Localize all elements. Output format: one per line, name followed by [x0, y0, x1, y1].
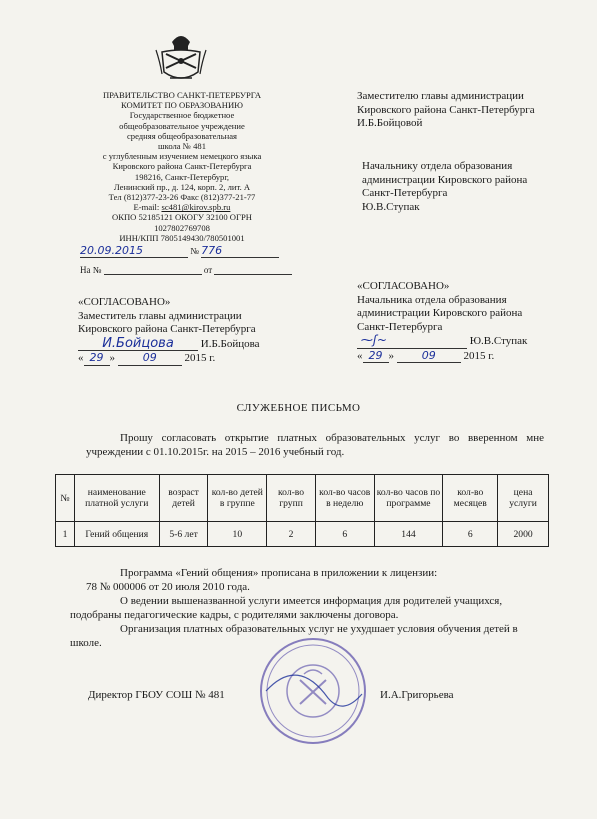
program-license-text: Программа «Гений общения» прописана в приложении к лицензии:: [120, 567, 438, 579]
col-number: №: [56, 475, 75, 522]
cell-age: 5-6 лет: [159, 522, 208, 547]
information-text: О ведении вышеназванной услуги имеется информация для родителей учащихся, подобраны педагогические кадры, с родителями заключены договора.: [70, 595, 503, 621]
org-line: средняя общеобразовательная: [126, 130, 238, 141]
signature-line: [78, 337, 260, 352]
seal-stamp: [258, 636, 368, 746]
addressee-line: Ю.В.Ступак: [362, 200, 420, 213]
month-handwritten: 09: [118, 351, 182, 366]
signature-line: [357, 334, 527, 349]
addressee-line: Кировского района Санкт-Петербурга: [357, 103, 535, 116]
cell-number: 1: [56, 522, 75, 547]
addressee-line: И.Б.Бойцовой: [357, 117, 423, 129]
outgoing-number-line: 20.09.2015 № 776: [80, 244, 295, 258]
document-title: СЛУЖЕБНОЕ ПИСЬМО: [236, 402, 361, 414]
cell-months: 6: [443, 522, 498, 547]
signature-handwritten: И.Бойцова: [78, 337, 198, 352]
approval-date: « 29 » 09 2015 г.: [78, 351, 216, 364]
intro-text: Прошу согласовать открытие платных образовательных услуг во вверенном мне учреждении с 01.10.2015г. на 2015 – 2016 учебный год.: [86, 432, 544, 458]
number-handwritten: 776: [201, 244, 279, 258]
approver-name: Ю.В.Ступак: [469, 335, 528, 347]
org-line: КОМИТЕТ ПО ОБРАЗОВАНИЮ: [121, 100, 243, 111]
ot-label: от: [203, 265, 213, 275]
conditions-text: Организация платных образовательных услуг не ухудшает условия обучения детей в школе.: [70, 623, 518, 649]
email-link[interactable]: sc481@kirov.spb.ru: [161, 202, 231, 213]
org-line: Кировского района Санкт-Петербурга: [112, 161, 252, 172]
org-line: Государственное бюджетное: [129, 110, 235, 121]
approval-date: « 29 » 09 2015 г.: [357, 348, 495, 362]
org-line: ПРАВИТЕЛЬСТВО САНКТ-ПЕТЕРБУРГА: [102, 90, 262, 100]
approval-label: «СОГЛАСОВАНО»: [78, 296, 171, 308]
table-row: [56, 522, 549, 547]
cell-group-size: 10: [208, 522, 267, 547]
email-label: E-mail:: [133, 202, 160, 213]
org-line: школа № 481: [157, 141, 207, 152]
approval-line: Санкт-Петербурга: [357, 320, 443, 333]
date-handwritten: 20.09.2015: [80, 244, 188, 258]
org-line: общеобразовательное учреждение: [119, 120, 245, 131]
approval-right: [357, 280, 527, 363]
email-line: [66, 202, 298, 212]
approval-line: Заместитель главы администрации: [78, 309, 242, 322]
col-age: возраст детей: [159, 475, 208, 522]
license-number-text: 78 № 000006 от 20 июля 2010 года.: [86, 581, 250, 593]
col-price: цена услуги: [498, 475, 549, 522]
day-handwritten: 29: [363, 349, 389, 364]
addressee-line: администрации Кировского района: [362, 173, 528, 186]
approval-line: Начальника отдела образования: [357, 293, 507, 306]
coat-of-arms-icon: [152, 28, 210, 86]
organization-letterhead: [66, 90, 298, 243]
approval-line: Кировского района Санкт-Петербурга: [78, 323, 256, 335]
approver-name: И.Б.Бойцова: [200, 337, 260, 350]
director-title: Директор ГБОУ СОШ № 481: [88, 689, 225, 701]
org-codes-line: 1027802769708: [154, 222, 210, 233]
addressee-head: [362, 160, 527, 214]
col-group-size: кол-во детей в группе: [208, 475, 267, 522]
na-label: На №: [80, 265, 102, 275]
col-groups: кол-во групп: [267, 475, 316, 522]
services-table: [55, 474, 549, 547]
table-header-row: [56, 475, 549, 522]
org-line: 198216, Санкт-Петербург,: [134, 171, 230, 182]
cell-price: 2000: [498, 522, 549, 547]
intro-paragraph: [86, 431, 544, 459]
org-line: с углубленным изучением немецкого языка: [102, 151, 262, 162]
approval-line: администрации Кировского района: [357, 307, 523, 319]
day-handwritten: 29: [84, 351, 110, 366]
col-service-name: наименование платной услуги: [74, 475, 159, 522]
cell-hours-week: 6: [315, 522, 374, 547]
month-handwritten: 09: [397, 349, 461, 364]
org-codes-line: ИНН/КПП 7805149430/780501001: [119, 232, 245, 243]
col-hours-week: кол-во часов в неделю: [315, 475, 374, 522]
signature-scribble: ⁓ʃ~: [357, 334, 467, 349]
cell-groups: 2: [267, 522, 316, 547]
approval-left: [78, 296, 260, 366]
org-codes-line: ОКПО 52185121 ОКОГУ 32100 ОГРН: [112, 212, 252, 223]
col-hours-program: кол-во часов по программе: [374, 475, 443, 522]
addressee-deputy: [357, 90, 535, 131]
approval-year: 2015 г.: [184, 352, 216, 364]
org-line: Тел (812)377-23-26 Факс (812)377-21-77: [108, 192, 256, 203]
col-months: кол-во месяцев: [443, 475, 498, 522]
director-name: И.А.Григорьева: [380, 689, 454, 701]
addressee-line: Начальнику отдела образования: [362, 160, 513, 172]
addressee-line: Санкт-Петербурга: [362, 187, 448, 199]
cell-hours-program: 144: [374, 522, 443, 547]
addressee-line: Заместителю главы администрации: [357, 90, 524, 102]
approval-year: 2015 г.: [463, 349, 495, 362]
cell-service-name: Гений общения: [74, 522, 159, 547]
reference-number-line: [80, 263, 295, 275]
approval-label: «СОГЛАСОВАНО»: [357, 280, 450, 292]
org-line: Ленинский пр., д. 124, корп. 2, лит. А: [113, 181, 251, 192]
